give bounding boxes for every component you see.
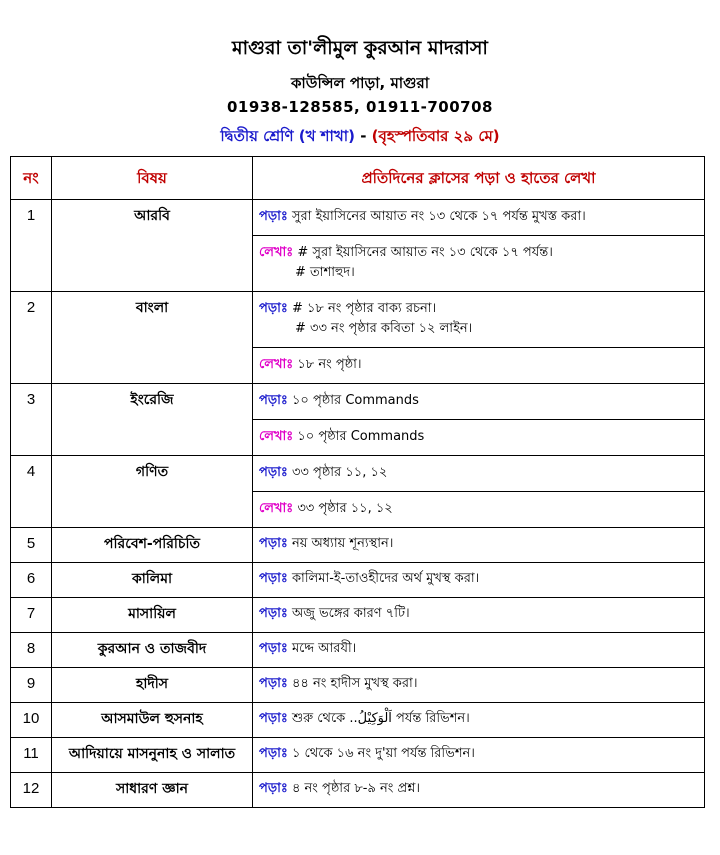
row-number: 4: [11, 456, 52, 528]
class-label: দ্বিতীয় শ্রেণি (খ শাখা): [220, 127, 355, 145]
reading-label: পড়াঃ: [259, 641, 288, 656]
subject-name: আদিয়ায়ে মাসনুনাহ ও সালাত: [52, 738, 253, 773]
reading-text: সুরা ইয়াসিনের আয়াত নং ১৩ থেকে ১৭ পর্যন্ত মুখস্ত করা।: [291, 209, 586, 224]
table-row: [11, 292, 705, 348]
reading-label: পড়াঃ: [259, 781, 288, 796]
table-row: [11, 528, 705, 563]
reading-cell: [253, 703, 705, 738]
writing-text: # সুরা ইয়াসিনের আয়াত নং ১৩ থেকে ১৭ পর্যন্ত।: [297, 245, 553, 260]
writing-text: ১০ পৃষ্ঠার Commands: [297, 429, 425, 444]
reading-cell: [253, 773, 705, 808]
reading-label: পড়াঃ: [259, 606, 288, 621]
reading-label: পড়াঃ: [259, 301, 288, 316]
class-heading: [0, 125, 720, 150]
row-number: 12: [11, 773, 52, 808]
reading-text: কালিমা-ই-তাওহীদের অর্থ মুখস্থ করা।: [291, 571, 480, 586]
subject-name: ইংরেজি: [52, 384, 253, 456]
row-number: 1: [11, 200, 52, 292]
reading-text: নয় অধ্যায় শূন্যস্থান।: [291, 536, 394, 551]
reading-label: পড়াঃ: [259, 209, 288, 224]
table-row: [11, 384, 705, 420]
reading-text: # ১৮ নং পৃষ্ঠার বাক্য রচনা।: [291, 301, 437, 316]
row-number: 6: [11, 563, 52, 598]
table-row: [11, 703, 705, 738]
subject-name: মাসায়িল: [52, 598, 253, 633]
subject-name: হাদীস: [52, 668, 253, 703]
reading-cell: [253, 456, 705, 492]
reading-label: পড়াঃ: [259, 746, 288, 761]
table-row: [11, 668, 705, 703]
header-subject: বিষয়: [52, 157, 253, 200]
table-row: [11, 633, 705, 668]
subject-name: পরিবেশ-পরিচিতি: [52, 528, 253, 563]
subject-name: বাংলা: [52, 292, 253, 384]
subject-name: আরবি: [52, 200, 253, 292]
reading-text: # ৩৩ নং পৃষ্ঠার কবিতা ১২ লাইন।: [295, 321, 473, 336]
table-row: [11, 563, 705, 598]
row-number: 9: [11, 668, 52, 703]
reading-cell: [253, 598, 705, 633]
reading-text: ৪৪ নং হাদীস মুখস্থ করা।: [291, 676, 418, 691]
reading-cell: [253, 738, 705, 773]
table-header-row: [11, 157, 705, 200]
reading-cell: [253, 528, 705, 563]
table-row: [11, 456, 705, 492]
reading-text: ১০ পৃষ্ঠার Commands: [291, 393, 419, 408]
reading-label: পড়াঃ: [259, 676, 288, 691]
subject-name: গণিত: [52, 456, 253, 528]
header-daily: প্রতিদিনের ক্লাসের পড়া ও হাতের লেখা: [253, 157, 705, 200]
reading-text: ১ থেকে ১৬ নং দু'য়া পর্যন্ত রিভিশন।: [291, 746, 475, 761]
table-row: [11, 598, 705, 633]
reading-cell: [253, 633, 705, 668]
phone-numbers: 01938-128585, 01911-700708: [227, 98, 493, 116]
writing-cell: [253, 420, 705, 456]
reading-label: পড়াঃ: [259, 571, 288, 586]
page-title: মাগুরা তা'লীমুল কুরআন মাদরাসা: [232, 37, 488, 59]
header-num: নং: [11, 157, 52, 200]
reading-text: শুরু থেকে ..اَلْوَكِيْلُ পর্যন্ত রিভিশন।: [291, 711, 470, 726]
writing-label: লেখাঃ: [259, 501, 294, 516]
writing-label: লেখাঃ: [259, 245, 294, 260]
table-row: [11, 773, 705, 808]
subject-name: কুরআন ও তাজবীদ: [52, 633, 253, 668]
table-row: [11, 738, 705, 773]
reading-text: মদ্দে আরযী।: [291, 641, 357, 656]
reading-text: অজু ভঙ্গের কারণ ৭টি।: [291, 606, 410, 621]
row-number: 7: [11, 598, 52, 633]
writing-text: ১৮ নং পৃষ্ঠা।: [297, 357, 362, 372]
writing-text: # তাশাহুদ।: [295, 265, 355, 280]
reading-label: পড়াঃ: [259, 536, 288, 551]
writing-cell: [253, 348, 705, 384]
row-number: 11: [11, 738, 52, 773]
reading-cell: [253, 200, 705, 236]
row-number: 10: [11, 703, 52, 738]
address: কাউন্সিল পাড়া, মাগুরা: [290, 74, 430, 92]
reading-cell: [253, 384, 705, 420]
reading-text: ৩৩ পৃষ্ঠার ১১, ১২: [291, 465, 388, 480]
writing-label: লেখাঃ: [259, 357, 294, 372]
date-label: (বৃহস্পতিবার ২৯ মে): [371, 127, 500, 145]
reading-label: পড়াঃ: [259, 711, 288, 726]
writing-text: ৩৩ পৃষ্ঠার ১১, ১২: [297, 501, 393, 516]
reading-cell: [253, 563, 705, 598]
reading-label: পড়াঃ: [259, 465, 288, 480]
subject-name: আসমাউল হুসনাহ: [52, 703, 253, 738]
reading-text: ৪ নং পৃষ্ঠার ৮-৯ নং প্রশ্ন।: [291, 781, 421, 796]
writing-cell: [253, 236, 705, 292]
row-number: 8: [11, 633, 52, 668]
row-number: 3: [11, 384, 52, 456]
table-row: [11, 200, 705, 236]
subject-name: সাধারণ জ্ঞান: [52, 773, 253, 808]
reading-label: পড়াঃ: [259, 393, 288, 408]
writing-cell: [253, 492, 705, 528]
reading-cell: [253, 668, 705, 703]
subject-name: কালিমা: [52, 563, 253, 598]
row-number: 2: [11, 292, 52, 384]
row-number: 5: [11, 528, 52, 563]
writing-label: লেখাঃ: [259, 429, 294, 444]
reading-cell: [253, 292, 705, 348]
heading-separator: -: [354, 127, 372, 145]
routine-table: [10, 156, 705, 808]
